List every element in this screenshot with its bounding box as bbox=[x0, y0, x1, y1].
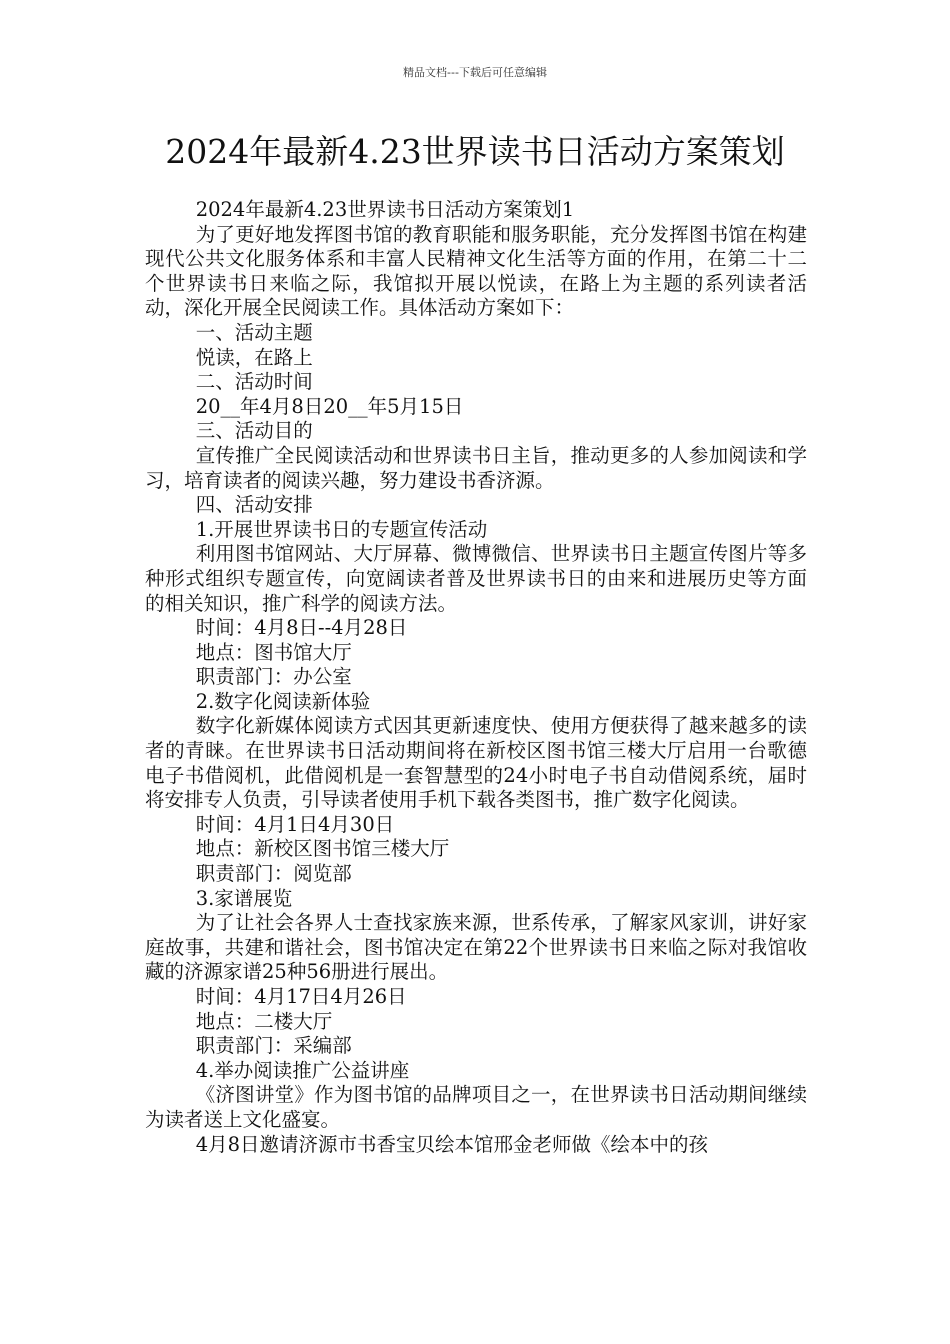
paragraph: 宣传推广全民阅读活动和世界读书日主旨，推动更多的人参加阅读和学习，培育读者的阅读兴趣，努力建设书香济源。 bbox=[145, 443, 807, 492]
paragraph: 时间：4月17日4月26日 bbox=[195, 985, 407, 1008]
paragraph: 2024年最新4.23世界读书日活动方案策划1 bbox=[195, 198, 575, 221]
section-heading: 一、活动主题 bbox=[195, 320, 313, 344]
paragraph: 职责部门：阅览部 bbox=[195, 862, 352, 886]
paragraph: 时间：4月8日--4月28日 bbox=[195, 616, 408, 640]
paragraph: 数字化新媒体阅读方式因其更新速度快、使用方便获得了越来越多的读者的青睐。在世界读书日活动期间将在新校区图书馆三楼大厅启用一台歌德电子书借阅机，此借阅机是一套智慧型的24小时电子书自动借阅系统，届时将安排专人负责，引导读者使用手机下载各类图书，推广数字化阅读。 bbox=[145, 714, 807, 812]
document-body bbox=[145, 198, 807, 1157]
paragraph: 4月8日邀请济源市书香宝贝绘本馆邢金老师做《绘本中的孩 bbox=[195, 1132, 709, 1156]
subsection-heading: 4.举办阅读推广公益讲座 bbox=[195, 1058, 410, 1082]
paragraph: 地点：图书馆大厅 bbox=[195, 640, 352, 664]
subsection-heading: 2.数字化阅读新体验 bbox=[195, 689, 371, 713]
paragraph: 职责部门：采编部 bbox=[195, 1034, 352, 1058]
paragraph: 为了让社会各界人士查找家族来源，世系传承，了解家风家训，讲好家庭故事，共建和谐社会，图书馆决定在第22个世界读书日来临之际对我馆收藏的济源家谱25种56册进行展出。 bbox=[145, 911, 807, 984]
paragraph: 利用图书馆网站、大厅屏幕、微博微信、世界读书日主题宣传图片等多种形式组织专题宣传，向宽阔读者普及世界读书日的由来和进展历史等方面的相关知识，推广科学的阅读方法。 bbox=[145, 542, 807, 615]
section-heading: 三、活动目的 bbox=[195, 419, 313, 443]
section-heading: 二、活动时间 bbox=[195, 370, 313, 394]
paragraph: 为了更好地发挥图书馆的教育职能和服务职能，充分发挥图书馆在构建现代公共文化服务体系和丰富人民精神文化生活等方面的作用，在第二十二个世界读书日来临之际，我馆拟开展以悦读，在路上为主题的系列读者活动，深化开展全民阅读工作。具体活动方案如下： bbox=[145, 222, 807, 320]
paragraph: 时间：4月1日4月30日 bbox=[195, 812, 395, 836]
page-header: 精品文档---下载后可任意编辑 bbox=[403, 66, 547, 79]
section-heading: 四、活动安排 bbox=[195, 493, 313, 517]
paragraph: 悦读，在路上 bbox=[195, 345, 313, 369]
subsection-heading: 3.家谱展览 bbox=[195, 886, 293, 910]
paragraph: 职责部门：办公室 bbox=[195, 665, 352, 689]
document-title: 2024年最新4.23世界读书日活动方案策划 bbox=[165, 132, 785, 171]
subsection-heading: 1.开展世界读书日的专题宣传活动 bbox=[195, 517, 488, 541]
paragraph: 20__年4月8日20__年5月15日 bbox=[195, 394, 464, 418]
paragraph: 《济图讲堂》作为图书馆的品牌项目之一，在世界读书日活动期间继续为读者送上文化盛宴。 bbox=[145, 1083, 807, 1131]
paragraph: 地点：新校区图书馆三楼大厅 bbox=[195, 837, 450, 861]
paragraph: 地点：二楼大厅 bbox=[195, 1009, 333, 1033]
